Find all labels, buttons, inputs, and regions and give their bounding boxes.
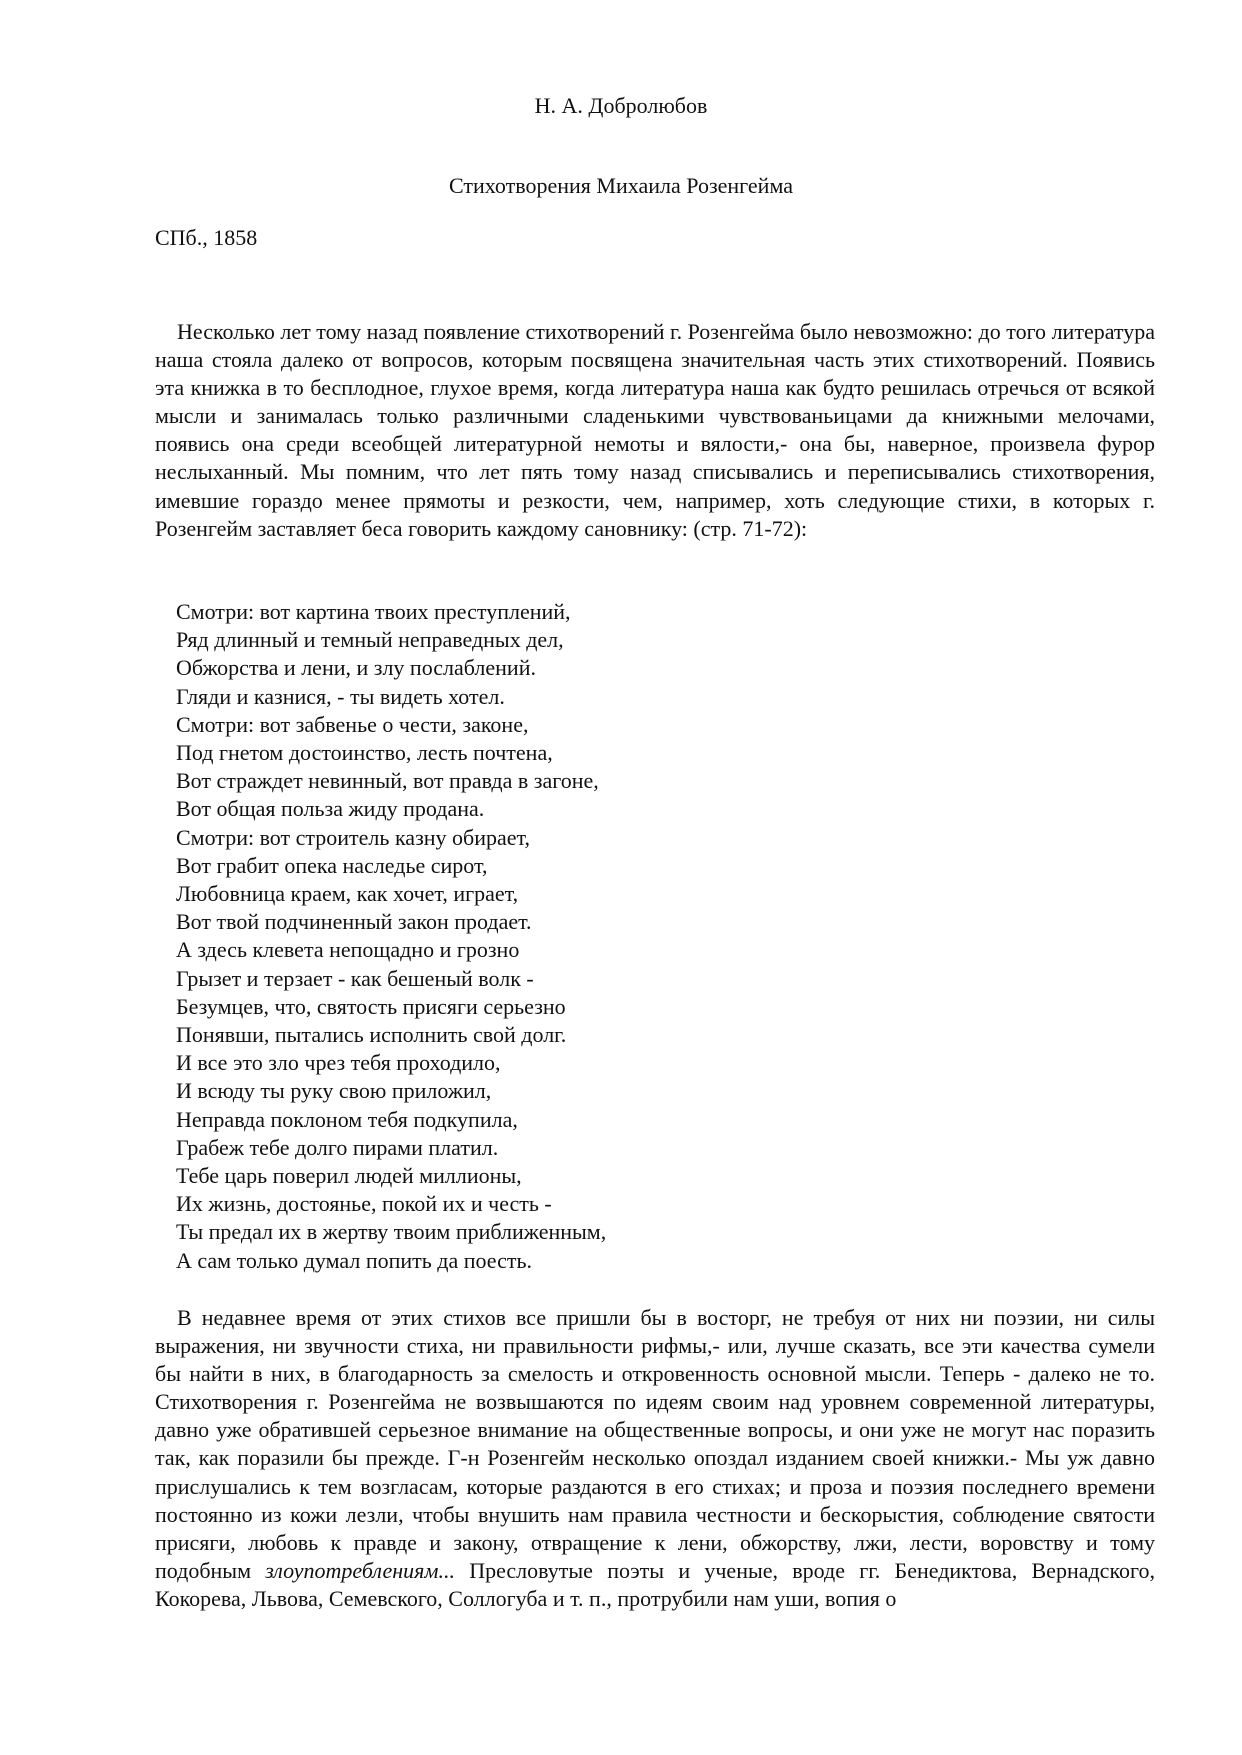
poem-line: Безумцев, что, святость присяги серьезно [176, 993, 566, 1019]
poem-line: Любовница краем, как хочет, играет, [176, 881, 519, 907]
poem-line: А сам только думал попить да поесть. [176, 1247, 533, 1273]
poem-line: Грабеж тебе долго пирами платил. [176, 1134, 499, 1160]
paragraph-intro: Несколько лет тому назад появление стихотворений г. Розенгейма было невозможно: до того литература наша стояла далеко от вопросов, которым посвящена значительная часть этих стихотворений. Появись эта книжка в то бесплодное, глухое время, когда литература наша как будто решилась отречься от всякой мысли и занималась только различными сладенькими чувствованьицами да книжными мелочами, появись она среди всеобщей литературной немоты и вялости,- она бы, наверное, произвела фурор неслыханный. Мы помним, что лет пять тому назад списывались и переписывались стихотворения, имевшие гораздо менее прямоты и резкости, чем, например, хоть следующие стихи, в которых г. Розенгейм заставляет беса говорить каждому сановнику: (стр. 71-72): [155, 319, 1155, 541]
poem-line: Их жизнь, достоянье, покой их и честь - [176, 1191, 552, 1217]
poem-line: Вот страждет невинный, вот правда в загоне, [176, 768, 599, 794]
author-name: Н. А. Добролюбов [534, 93, 708, 118]
paragraph-commentary-text-end: Пресловутые поэты и ученые, вроде гг. Бенедиктова, Вернадского, Кокорева, Львова, Семевского, Соллогуба и т. п., протрубили нам уши, вопия о [155, 1557, 1155, 1611]
poem-line: Ты предал их в жертву твоим приближенным, [176, 1219, 607, 1245]
publication-info: СПб., 1858 [155, 225, 258, 250]
poem-line: Под гнетом достоинство, лесть почтена, [176, 740, 553, 766]
poem-line: А здесь клевета непощадно и грозно [176, 937, 520, 963]
poem-line: Вот общая польза жиду продана. [176, 796, 485, 822]
poem-line: Вот твой подчиненный закон продает. [176, 909, 532, 935]
poem-line: Неправда поклоном тебя подкупила, [176, 1106, 518, 1132]
poem-quotation [176, 598, 606, 1275]
poem-line: Ряд длинный и темный неправедных дел, [176, 627, 564, 653]
poem-line: Смотри: вот строитель казну обирает, [176, 824, 530, 850]
emphasized-word: злоупотреблениям... [265, 1557, 455, 1583]
poem-line: Обжорства и лени, и злу послаблений. [176, 655, 536, 681]
poem-line: Тебе царь поверил людей миллионы, [176, 1163, 522, 1189]
document-title: Стихотворения Михаила Розенгейма [449, 173, 793, 198]
poem-line: Грызет и терзает - как бешеный волк - [176, 965, 534, 991]
poem-line: Смотри: вот забвенье о чести, законе, [176, 711, 529, 737]
poem-line: Понявши, пытались исполнить свой долг. [176, 1022, 567, 1048]
poem-line: И всюду ты руку свою приложил, [176, 1078, 492, 1104]
poem-line: И все это зло чрез тебя проходило, [176, 1050, 501, 1076]
paragraph-commentary [155, 1304, 1155, 1613]
poem-line: Смотри: вот картина твоих преступлений, [176, 599, 571, 624]
poem-line: Гляди и казнися, - ты видеть хотел. [176, 683, 505, 709]
poem-line: Вот грабит опека наследье сирот, [176, 852, 488, 878]
paragraph-commentary-text: В недавнее время от этих стихов все пришли бы в восторг, не требуя от них ни поэзии, ни силы выражения, ни звучности стиха, ни правильности рифмы,- или, лучше сказать, все эти качества сумели бы найти в них, в благодарность за смелость и откровенность основной мысли. Теперь - далеко не то. Стихотворения г. Розенгейма не возвышаются по идеям своим над уровнем современной литературы, давно уже обратившей серьезное внимание на общественные вопросы, и они уже не могут нас поразить так, как поразили бы прежде. Г-н Розенгейм несколько опоздал изданием своей книжки.- Мы уж давно прислушались к тем возгласам, которые раздаются в его стихах; и проза и поэзия последнего времени постоянно из кожи лезли, чтобы внушить нам правила честности и бескорыстия, соблюдение святости присяги, любовь к правде и закону, отвращение к лени, обжорству, лжи, лести, воровству и тому подобным [155, 1305, 1155, 1583]
